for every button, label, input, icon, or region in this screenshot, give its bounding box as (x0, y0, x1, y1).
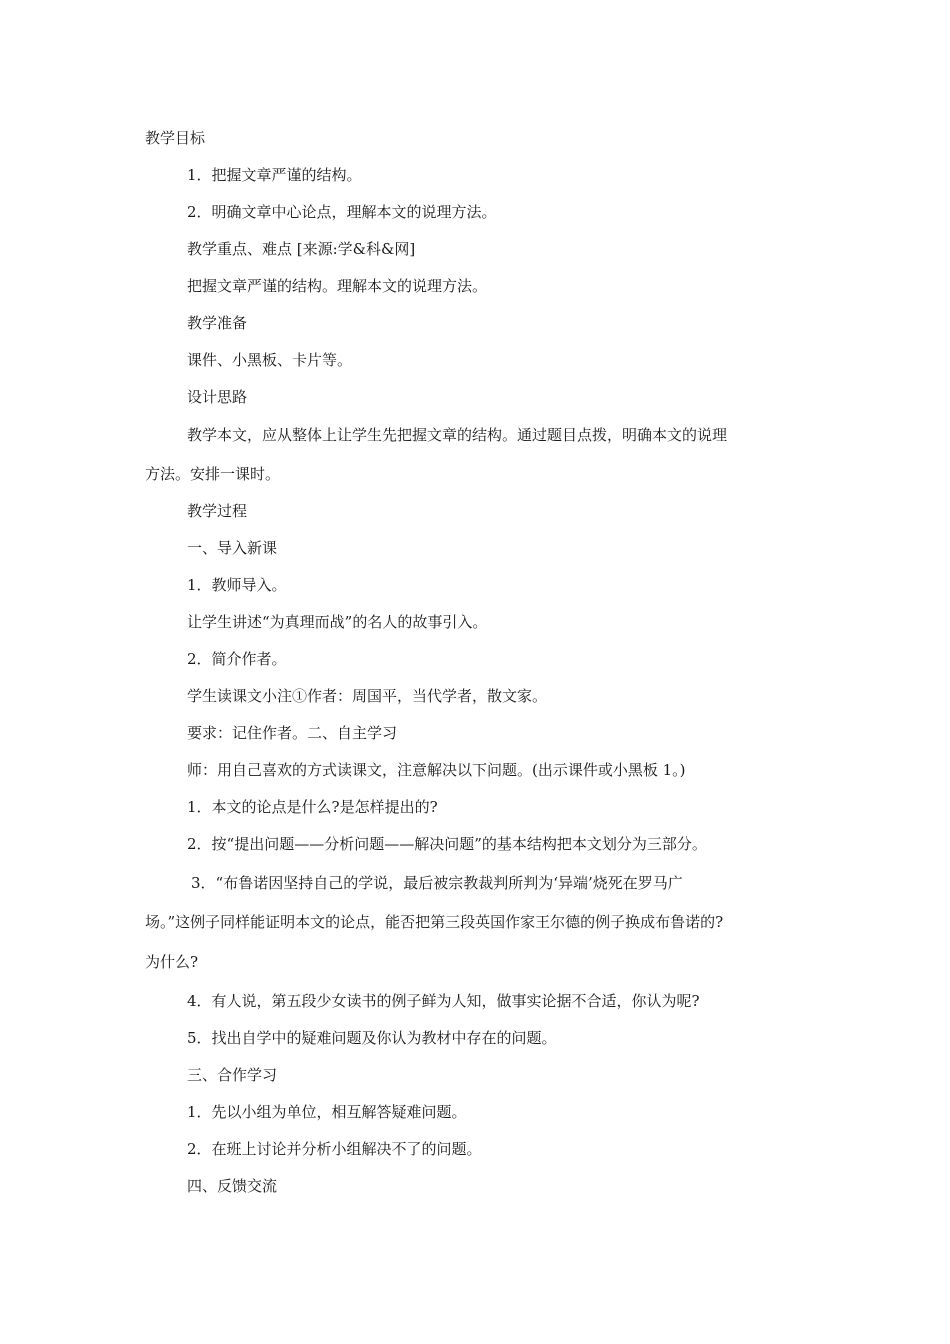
question-2: 2．按“提出问题——分析问题——解决问题”的基本结构把本文划分为三部分。 (187, 835, 707, 853)
requirement-and-self-study: 要求：记住作者。二、自主学习 (187, 724, 398, 742)
design-idea-text-line-2: 方法。安排一课时。 (145, 465, 281, 483)
heading-key-points: 教学重点、难点 [来源:学&科&网] (187, 240, 416, 258)
section-cooperative-learning: 三、合作学习 (187, 1066, 278, 1084)
heading-preparation: 教学准备 (187, 314, 248, 332)
preparation-text: 课件、小黑板、卡片等。 (187, 351, 353, 369)
heading-teaching-objectives: 教学目标 (145, 129, 206, 147)
design-idea-text-line-1: 教学本文，应从整体上让学生先把握文章的结构。通过题目点拨，明确本文的说理 (187, 426, 728, 444)
question-3-line-1: 3．“布鲁诺因坚持自己的学说，最后被宗教裁判所判为‘异端’烧死在罗马广 (191, 874, 683, 892)
key-points-text: 把握文章严谨的结构。理解本文的说理方法。 (187, 277, 488, 295)
question-4: 4．有人说，第五段少女读书的例子鲜为人知，做事实论据不合适，你认为呢? (187, 992, 700, 1010)
question-1: 1．本文的论点是什么?是怎样提出的? (187, 798, 438, 816)
intro-item-2-detail: 学生读课文小注①作者：周国平，当代学者，散文家。 (187, 687, 548, 705)
heading-teaching-process: 教学过程 (187, 502, 248, 520)
teacher-instruction: 师：用自己喜欢的方式读课文，注意解决以下问题。(出示课件或小黑板 1。) (187, 761, 686, 779)
intro-item-1-detail: 让学生讲述“为真理而战”的名人的故事引入。 (187, 613, 488, 631)
cooperative-item-1: 1．先以小组为单位，相互解答疑难问题。 (187, 1103, 467, 1121)
objective-item-2: 2．明确文章中心论点，理解本文的说理方法。 (187, 203, 497, 221)
section-intro-new-lesson: 一、导入新课 (187, 539, 278, 557)
intro-item-1: 1．教师导入。 (187, 576, 287, 594)
intro-item-2: 2．简介作者。 (187, 650, 287, 668)
question-3-line-3: 为什么? (145, 953, 199, 971)
heading-design-idea: 设计思路 (187, 388, 248, 406)
section-feedback: 四、反馈交流 (187, 1177, 278, 1195)
question-3-line-2: 场。”这例子同样能证明本文的论点，能否把第三段英国作家王尔德的例子换成布鲁诺的? (145, 913, 724, 931)
objective-item-1: 1．把握文章严谨的结构。 (187, 166, 362, 184)
question-5: 5．找出自学中的疑难问题及你认为教材中存在的问题。 (187, 1029, 557, 1047)
cooperative-item-2: 2．在班上讨论并分析小组解决不了的问题。 (187, 1140, 482, 1158)
